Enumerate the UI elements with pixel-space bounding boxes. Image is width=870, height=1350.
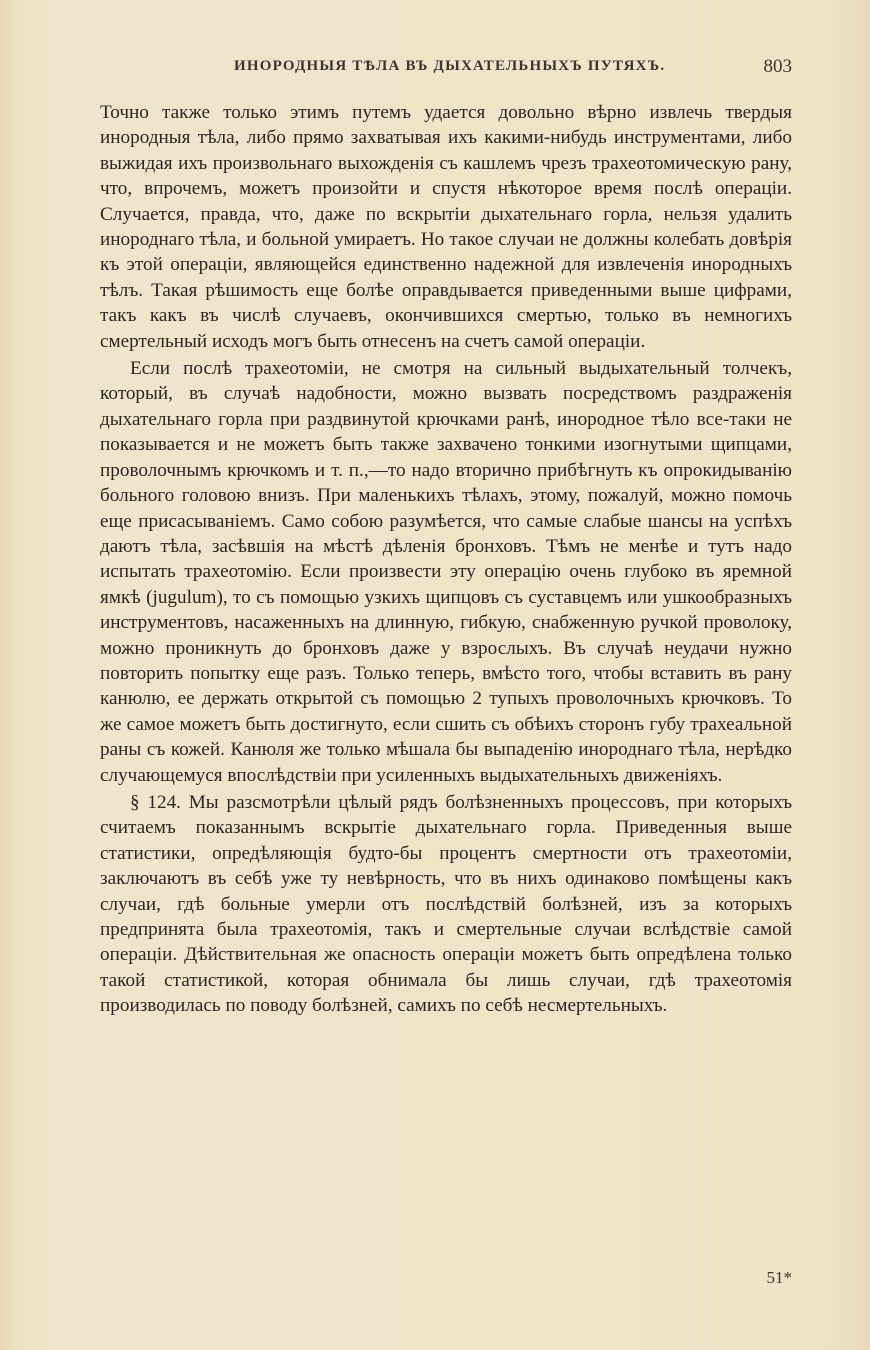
paragraph-3-section-124: § 124. Мы разсмотрѣли цѣлый рядъ болѣзненныхъ процессовъ, при которыхъ считаемъ показаннымъ вскрытіе дыхательнаго горла. Приведенныя выше статистики, опредѣляющія будто-бы процентъ смертности отъ трахеотоміи, заключаютъ въ себѣ уже ту невѣрность, что въ нихъ одинаково помѣщены какъ случаи, гдѣ больные умерли отъ послѣдствій болѣзней, изъ за которыхъ предпринята была трахеотомія, такъ и смертельные случаи вслѣдствіе самой операціи. Дѣйствительная же опасность операціи можетъ быть опредѣлена только такой статистикой, которая обнимала бы лишь случаи, гдѣ трахеотомія производилась по поводу болѣзней, самихъ по себѣ несмертельныхъ. [100,791,792,1017]
printer-signature-mark: 51* [766,1268,792,1287]
running-header [100,56,792,80]
running-header-title: ИНОРОДНЫЯ ТѢЛА ВЪ ДЫХАТЕЛЬНЫХЪ ПУТЯХЪ. [234,58,666,74]
paragraph-2: Если послѣ трахеотоміи, не смотря на сильный выдыхательный толчекъ, который, въ случаѣ надобности, можно вызвать посредствомъ раздраженія дыхательнаго горла при раздвинутой крючками ранѣ, инородное тѣло все-таки не показывается и не можетъ быть также захвачено тонкими изогнутыми щипцами, проволочнымъ крючкомъ и т. п.,—то надо вторично прибѣгнуть къ опрокидыванію больного головою внизъ. При маленькихъ тѣлахъ, этому, пожалуй, можно помочь еще присасываніемъ. Само собою разумѣется, что самые слабые шансы на успѣхъ даютъ тѣла, засѣвшія на мѣстѣ дѣленія бронховъ. Тѣмъ не менѣе и тутъ надо испытать трахеотомію. Если произвести эту операцію очень глубоко въ яремной ямкѣ (jugulum), то съ помощью узкихъ щипцовъ съ суставцемъ или ушкообразныхъ инструментовъ, насаженныхъ на длинную, гибкую, снабженную ручкой проволоку, можно проникнуть до бронховъ даже у взрослыхъ. Въ случаѣ неудачи нужно повторить попытку еще разъ. Только теперь, вмѣсто того, чтобы вставить въ рану канюлю, ее держать открытой съ помощью 2 тупыхъ проволочныхъ крючковъ. То же самое можетъ быть достигнуто, если сшить съ обѣихъ сторонъ губу трахеальной раны съ кожей. Канюля же только мѣшала бы выпаденію инороднаго тѣла, нерѣдко случающемуся впослѣдствіи при усиленныхъ выдыхательныхъ движеніяхъ. [100,358,792,786]
body-text [100,100,792,1019]
page-number: 803 [763,56,792,77]
paragraph-1: Точно также только этимъ путемъ удается довольно вѣрно извлечь твердыя инородныя тѣла, либо прямо захватывая ихъ какими-нибудь инструментами, либо выжидая ихъ произвольнаго выхожденія съ кашлемъ чрезъ трахеотомическую рану, что, впрочемъ, можетъ произойти и спустя нѣкоторое время послѣ операціи. Случается, правда, что, даже по вскрытіи дыхательнаго горла, нельзя удалить инороднаго тѣла, и больной умираетъ. Но такое случаи не должны колебать довѣрія къ этой операціи, являющейся единственно надежной для извлеченія инородныхъ тѣлъ. Такая рѣшимость еще болѣе оправдывается приведенными выше цифрами, такъ какъ въ числѣ случаевъ, окончившихся смертью, только въ немногихъ смертельный исходъ могъ быть отнесенъ на счетъ самой операціи. [100,102,792,352]
